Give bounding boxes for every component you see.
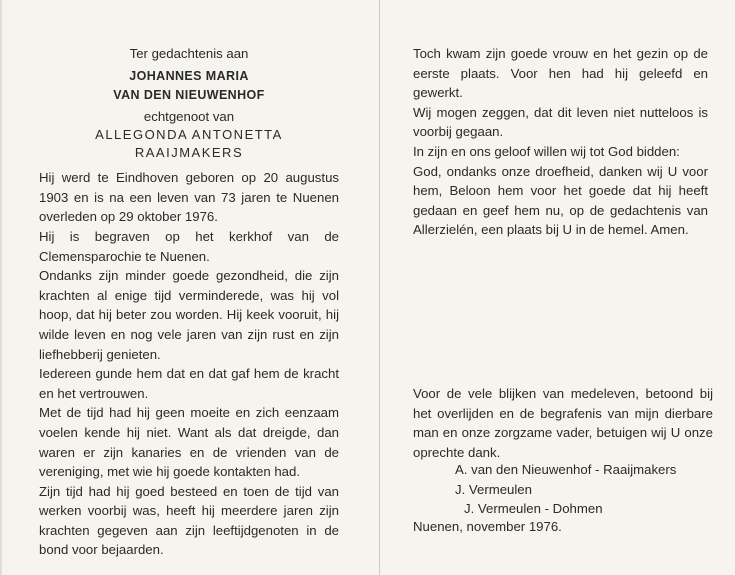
biography-paragraph: Hij is begraven op het kerkhof van de Clemensparochie te Nuenen. bbox=[39, 228, 339, 264]
biography-paragraph: Ondanks zijn minder goede gezondheid, die zijn krachten al enige tijd verminderede, was hij vol hoop, dat hij beter zou worden. Hij keek vooruit, hij wilde leven en nog vele jaren van zijn rust en zijn liefhebberij genieten. bbox=[39, 268, 339, 362]
deceased-name-line1: JOHANNES MARIA bbox=[129, 68, 249, 83]
place-date: Nuenen, november 1976. bbox=[413, 519, 562, 534]
signature-line: A. van den Nieuwenhof - Raaijmakers bbox=[455, 462, 677, 477]
signature-line: J. Vermeulen bbox=[455, 482, 532, 497]
biography-paragraph: Met de tijd had hij geen moeite en zich eenzaam voelen kende hij niet. Want als dat dreigde, dan waren er zijn kanaries en de vrienden van de vereniging, met wie hij goede kontakten had. bbox=[39, 405, 339, 480]
left-page bbox=[39, 44, 339, 560]
deceased-name-line2: VAN DEN NIEUWENHOF bbox=[113, 87, 265, 102]
spouse-name-line1: ALLEGONDA ANTONETTA bbox=[95, 127, 283, 143]
biography-paragraph: Iedereen gunde hem dat en dat gaf hem de kracht en het vertrouwen. bbox=[39, 366, 339, 401]
biography-paragraph: Hij werd te Eindhoven geboren op 20 augustus 1903 en is na een leven van 73 jaren te Nuenen overleden op 29 oktober 1976. bbox=[39, 170, 339, 225]
thanks-paragraph: Voor de vele blijken van medeleven, betoond bij het overlijden en de begrafenis van mijn dierbare man en onze zorgzame vader, betuigen wij U onze oprechte dank. bbox=[413, 386, 713, 460]
reflection-paragraph: In zijn en ons geloof willen wij tot God bidden: bbox=[413, 143, 680, 159]
spouse-label: echtgenoot van bbox=[143, 108, 235, 124]
reflection-paragraph: Toch kwam zijn goede vrouw en het gezin op de eerste plaats. Voor hen had hij geleefd en gewerkt. bbox=[413, 46, 708, 101]
fold-divider bbox=[379, 0, 380, 575]
prayer-paragraph: God, ondanks onze droefheid, danken wij U voor hem, Beloon hem voor het goede dat hij heeft gedaan en geef hem nu, op de gedachtenis van Allerzielén, een plaats bij U in de hemel. Amen. bbox=[413, 163, 708, 238]
signature-line: J. Vermeulen - Dohmen bbox=[464, 501, 603, 516]
right-page bbox=[413, 44, 708, 240]
reflection-paragraph: Wij mogen zeggen, dat dit leven niet nutteloos is voorbij gegaan. bbox=[413, 104, 708, 140]
spouse-name-line2: RAAIJMAKERS bbox=[134, 145, 244, 161]
intro-text: Ter gedachtenis aan bbox=[129, 46, 249, 61]
biography-paragraph: Zijn tijd had hij goed besteed en toen de tijd van werken voorbij was, heeft hij meerdere jaren zijn krachten gegeven aan zijn leeftijdgenoten in de bond voor bejaarden. bbox=[39, 483, 339, 558]
